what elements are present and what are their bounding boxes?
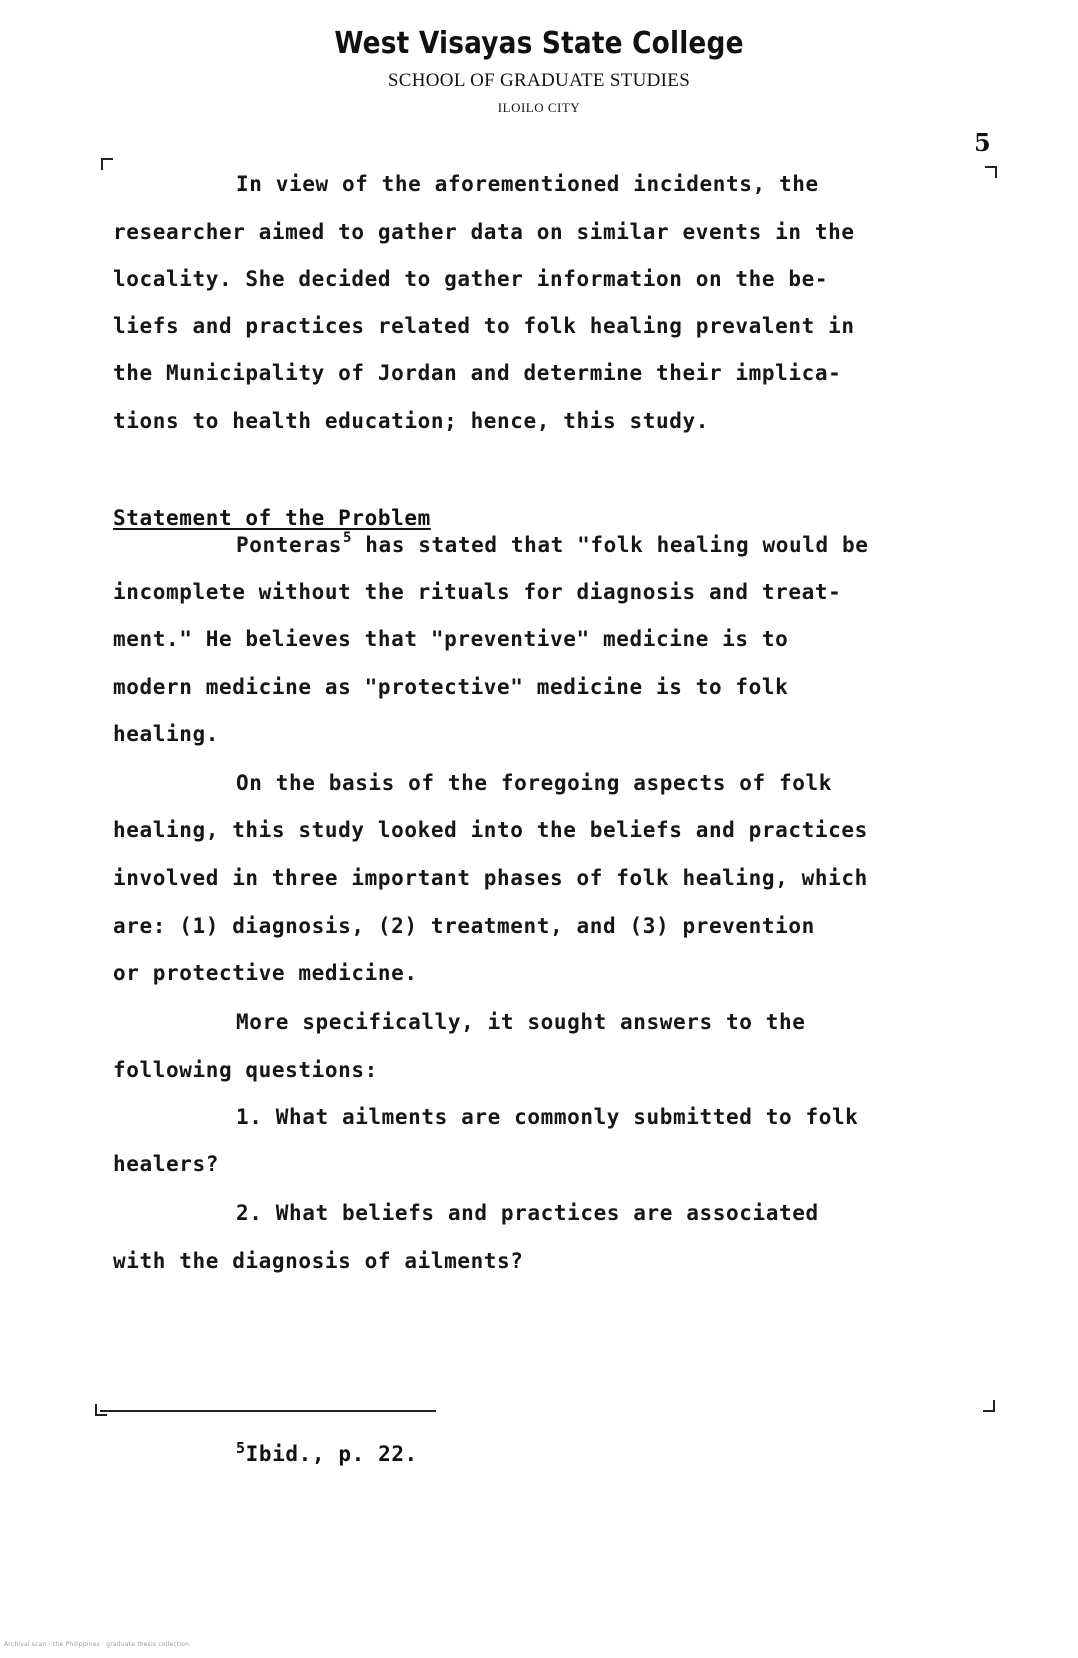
crop-mark-top-left (101, 158, 113, 170)
footnote-text: Ibid., p. 22. (245, 1442, 418, 1466)
crop-mark-top-right (985, 166, 997, 178)
para2-line: ment." He believes that "preventive" medicine is to (113, 627, 789, 651)
city-name: ILOILO CITY (497, 100, 581, 115)
para3-line: On the basis of the foregoing aspects of folk (236, 771, 832, 795)
question-line: healers? (113, 1152, 219, 1176)
question-line: 2. What beliefs and practices are associated (236, 1201, 819, 1225)
school-name: SCHOOL OF GRADUATE STUDIES (387, 70, 691, 91)
scan-fine-print: Archival scan · the Philippines · graduate thesis collection (4, 1641, 190, 1648)
footnote-marker: 5 (236, 1439, 246, 1457)
crop-mark-bottom-right (983, 1400, 995, 1412)
intro-line: tions to health education; hence, this study. (113, 409, 709, 433)
intro-line: locality. She decided to gather information on the be- (113, 267, 829, 291)
para3-line: or protective medicine. (113, 961, 418, 985)
question-line: with the diagnosis of ailments? (113, 1249, 524, 1273)
para2-line (236, 530, 869, 557)
intro-line: liefs and practices related to folk healing prevalent in (113, 314, 855, 338)
college-title: West Visayas State College (334, 26, 744, 61)
footnote (236, 1439, 418, 1466)
para3-line: healing, this study looked into the beliefs and practices (113, 818, 868, 842)
para2-line: healing. (113, 722, 219, 746)
intro-line: researcher aimed to gather data on similar events in the (113, 220, 855, 244)
para4-line: More specifically, it sought answers to the (236, 1010, 806, 1034)
para2-line-rest: has stated that "folk healing would be (351, 533, 869, 557)
para4-line: following questions: (113, 1058, 378, 1082)
para2-line: modern medicine as "protective" medicine is to folk (113, 675, 789, 699)
footnote-ref: 5 (342, 530, 352, 546)
para3-line: involved in three important phases of folk healing, which (113, 866, 868, 890)
page-number: 5 (974, 128, 991, 157)
section-heading: Statement of the Problem (113, 506, 431, 530)
citation-author: Ponteras (236, 533, 342, 557)
para3-line: are: (1) diagnosis, (2) treatment, and (3) prevention (113, 914, 815, 938)
question-line: 1. What ailments are commonly submitted to folk (236, 1105, 859, 1129)
footnote-rule (100, 1410, 436, 1412)
intro-line: In view of the aforementioned incidents, the (236, 172, 819, 196)
para2-line: incomplete without the rituals for diagnosis and treat- (113, 580, 842, 604)
intro-line: the Municipality of Jordan and determine their implica- (113, 361, 842, 385)
